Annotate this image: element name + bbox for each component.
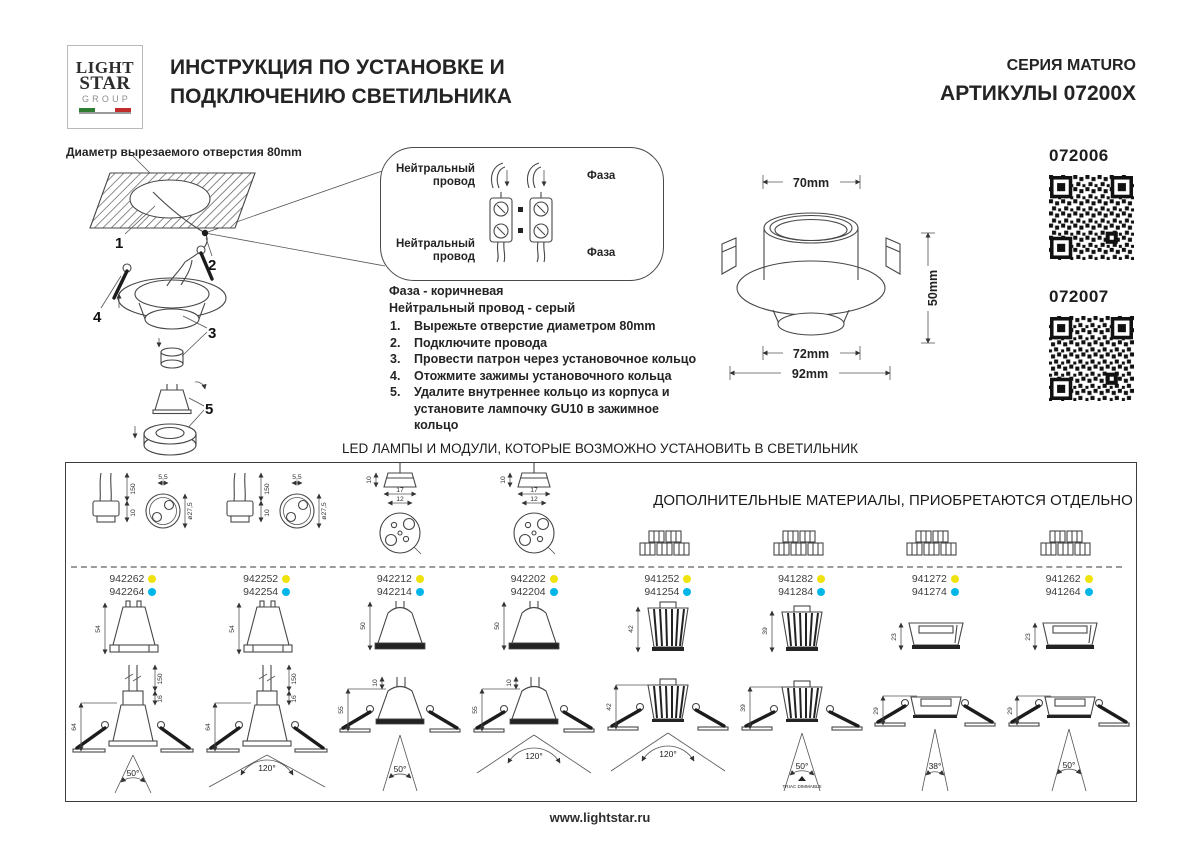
led-module-drawing (606, 599, 730, 661)
install-drawing (1007, 663, 1131, 797)
beam-angle-label: 120° (525, 751, 543, 761)
dim-label-inner: 72mm (792, 347, 830, 361)
dim-label: 150 (129, 483, 137, 495)
qr-code (1049, 316, 1134, 401)
beam-angle-label: 50° (393, 764, 407, 774)
install-drawing (873, 663, 997, 797)
beam-angle-label: 38° (928, 761, 942, 771)
color-dot-yellow-icon (683, 575, 691, 583)
dim-label: 150 (156, 673, 164, 685)
beam-angle-label: 50° (126, 768, 140, 778)
dim-label: 29 (873, 707, 881, 715)
dim-label: 39 (761, 627, 769, 635)
mr16-lamp-drawing (338, 599, 462, 661)
color-dot-yellow-icon (148, 575, 156, 583)
triac-dimmable-note: TRIAC DIMMABLE (782, 784, 822, 789)
dim-label: 12 (396, 496, 405, 503)
color-dot-yellow-icon (282, 575, 290, 583)
part-number: 942212 (376, 573, 412, 585)
dim-label: 150 (263, 483, 271, 495)
logo-text: GROUP (81, 94, 131, 104)
step-item: Удалите внутреннее кольцо из корпуса и установите лампочку GU10 в зажимное кольцо (414, 385, 670, 432)
product-article-2 (1049, 287, 1139, 401)
logo-text: LIGHT (75, 58, 135, 77)
dim-label: 42 (627, 625, 635, 633)
part-number: 942204 (510, 586, 546, 598)
gu10-lamp-drawing (71, 599, 195, 661)
color-dot-yellow-icon (416, 575, 424, 583)
gu10-socket-icon (71, 467, 195, 559)
connector-blocks-icon (767, 529, 837, 559)
phase-wire-label: Фаза (587, 247, 616, 259)
article-number: 072006 (1049, 146, 1109, 165)
dim-label: 10 (500, 476, 508, 484)
dim-label: 10 (263, 509, 271, 517)
install-drawing (338, 663, 462, 797)
lamp-column-7 (869, 463, 1003, 801)
mr16-connector-icon (338, 461, 462, 559)
part-number: 942264 (109, 586, 145, 598)
install-drawing (472, 663, 596, 797)
italian-flag-strip (79, 108, 131, 114)
connector-blocks-icon (633, 529, 703, 559)
phase-color-note: Фаза - коричневая (389, 284, 504, 298)
led-flat-module-drawing (1007, 599, 1131, 661)
color-dot-cyan-icon (148, 588, 156, 596)
neutral-wire-label: Нейтральный провод (395, 163, 475, 188)
article-number: 072007 (1049, 287, 1109, 306)
part-number: 942254 (243, 586, 279, 598)
dim-label: 5,5 (158, 474, 168, 481)
color-dot-cyan-icon (951, 588, 959, 596)
series-name: СЕРИЯ MATURO (1006, 57, 1136, 74)
part-number: 942214 (376, 586, 412, 598)
series-block (940, 57, 1136, 106)
install-drawing (740, 663, 864, 797)
dim-label: 10 (506, 679, 514, 687)
led-section-header: LED ЛАМПЫ И МОДУЛИ, КОТОРЫЕ ВОЗМОЖНО УСТАНОВИТЬ В СВЕТИЛЬНИК (341, 441, 859, 456)
dim-label: 23 (1025, 633, 1033, 641)
dim-label: 150 (290, 673, 298, 685)
step-item: Провести патрон через установочное кольцо (414, 352, 697, 366)
lamp-column-6 (735, 463, 869, 801)
terminal-block-icon (467, 192, 577, 264)
lamp-column-1 (66, 463, 200, 801)
neutral-color-note: Нейтральный провод - серый (389, 301, 576, 315)
led-flat-module-drawing (873, 599, 997, 661)
title-line: ПОДКЛЮЧЕНИЮ СВЕТИЛЬНИКА (170, 85, 512, 108)
mr16-connector-icon (472, 461, 596, 559)
hole-diameter-label: Диаметр вырезаемого отверстия 80mm (66, 145, 302, 159)
dim-label: 64 (70, 723, 78, 731)
callout-3: 3 (208, 325, 217, 342)
part-number: 941284 (778, 586, 814, 598)
extra-materials-header: ДОПОЛНИТЕЛЬНЫЕ МАТЕРИАЛЫ, ПРИОБРЕТАЮТСЯ ОТДЕЛЬНО (653, 492, 1133, 509)
dim-label-height: 50mm (926, 269, 940, 307)
dim-label: 64 (204, 723, 212, 731)
dim-label: 54 (228, 625, 236, 633)
wire-color-legend (389, 283, 575, 317)
lightstar-logo (67, 45, 143, 129)
wiring-callout-bubble (380, 147, 664, 281)
neutral-wire-label: Нейтральный провод (395, 238, 475, 263)
part-number: 942252 (243, 573, 279, 585)
wires-icon (481, 156, 577, 194)
part-number: 941282 (778, 573, 814, 585)
dim-label-outer: 92mm (791, 367, 829, 381)
dim-label: 16 (290, 695, 298, 703)
dim-label: ø27,5 (186, 502, 194, 520)
color-dot-cyan-icon (817, 588, 825, 596)
part-number: 941262 (1045, 573, 1081, 585)
dim-label: 23 (891, 633, 899, 641)
part-number: 941272 (911, 573, 947, 585)
dim-label: 17 (530, 487, 538, 494)
dim-label: 50 (360, 622, 368, 630)
dim-label: 42 (605, 703, 613, 711)
beam-angle-label: 120° (659, 749, 677, 759)
gu10-socket-icon (205, 467, 329, 559)
part-number: 941254 (644, 586, 680, 598)
lamp-column-2 (200, 463, 334, 801)
beam-angle-label: 50° (795, 761, 809, 771)
color-dot-cyan-icon (683, 588, 691, 596)
lamp-column-5 (601, 463, 735, 801)
part-number: 942262 (109, 573, 145, 585)
mr16-lamp-drawing (472, 599, 596, 661)
lamp-column-8 (1002, 463, 1136, 801)
phase-wire-label: Фаза (587, 170, 616, 182)
installation-steps (388, 318, 706, 434)
qr-code (1049, 175, 1134, 260)
dim-label: 5,5 (291, 474, 302, 481)
part-number: 941274 (911, 586, 947, 598)
part-number: 941264 (1045, 586, 1081, 598)
fixture-dimensions-drawing (690, 148, 980, 400)
color-dot-cyan-icon (550, 588, 558, 596)
connector-blocks-icon (900, 529, 970, 559)
color-dot-cyan-icon (1085, 588, 1093, 596)
step-item: Подключите провода (414, 335, 548, 350)
lamp-column-4 (467, 463, 601, 801)
install-drawing (71, 663, 195, 797)
callout-2: 2 (208, 257, 217, 274)
dim-label: 10 (366, 476, 374, 484)
dim-label: 54 (94, 625, 102, 633)
led-module-drawing (740, 599, 864, 661)
install-drawing (606, 663, 730, 797)
color-dot-cyan-icon (416, 588, 424, 596)
color-dot-cyan-icon (282, 588, 290, 596)
dim-label: 39 (739, 704, 747, 712)
led-lamps-box (65, 462, 1137, 802)
install-drawing (205, 663, 329, 797)
dim-label: 55 (338, 706, 346, 714)
logo-text: STAR (79, 73, 131, 94)
title-line: ИНСТРУКЦИЯ ПО УСТАНОВКЕ И (170, 56, 505, 79)
callout-1: 1 (115, 235, 124, 252)
step-item: Отожмите зажимы установочного кольца (414, 368, 672, 383)
dim-label: ø27,5 (320, 502, 328, 520)
color-dot-yellow-icon (1085, 575, 1093, 583)
lamp-column-3 (334, 463, 468, 801)
connector-blocks-icon (1034, 529, 1104, 559)
beam-angle-label: 50° (1062, 760, 1076, 770)
callout-5: 5 (205, 401, 214, 418)
dim-label: 10 (129, 509, 137, 517)
step-item: Вырежьте отверстие диаметром 80mm (414, 319, 656, 333)
product-article-1 (1049, 146, 1139, 260)
dim-label: 12 (530, 496, 538, 503)
dim-label: 55 (472, 706, 480, 714)
part-number: 941252 (644, 573, 680, 585)
dim-label-top: 70mm (792, 176, 830, 190)
dim-label: 16 (156, 695, 164, 703)
gu10-lamp-drawing (205, 599, 329, 661)
color-dot-yellow-icon (951, 575, 959, 583)
color-dot-yellow-icon (817, 575, 825, 583)
dim-label: 50 (494, 622, 502, 630)
page-title (170, 53, 512, 111)
dim-label: 10 (372, 679, 380, 687)
dim-label: 29 (1007, 707, 1015, 715)
beam-angle-label: 120° (257, 763, 276, 773)
color-dot-yellow-icon (550, 575, 558, 583)
dim-label: 17 (396, 487, 405, 494)
part-number: 942202 (510, 573, 546, 585)
articles-label: АРТИКУЛЫ 07200X (940, 82, 1136, 105)
website-url: www.lightstar.ru (549, 810, 651, 825)
callout-4: 4 (93, 309, 102, 326)
